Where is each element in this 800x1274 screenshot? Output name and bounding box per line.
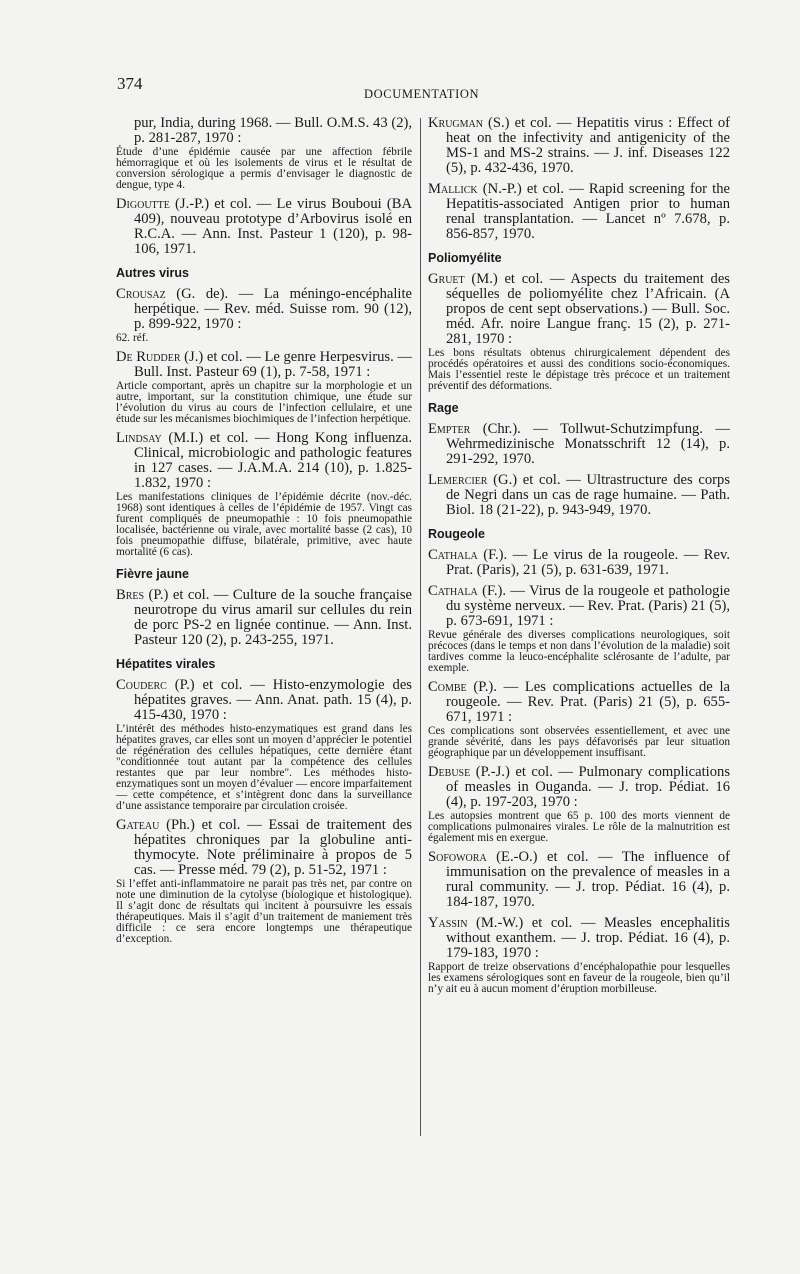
entry-reference: (J.-P.) et col. — Le virus Bouboui (BA 409), nouveau prototype d’Arbovirus isolé en R.C.A. — Ann. Inst. Pasteur 1 (120), p. 98-106, 1971. [134,196,412,257]
section-heading: Fièvre jaune [116,567,189,581]
entry-author: Combe [428,679,467,695]
entry-citation [428,116,730,176]
section-heading: Rage [428,401,459,415]
entry-reference: (G.) et col. — Ultrastructure des corps de Negri dans un cas de rage humaine. — Path. Biol. 18 (21-22), p. 943-949, 1970. [446,472,730,518]
entry-author: Digoutte [116,196,170,212]
entry-author: Cathala [428,547,478,563]
entry-citation [116,588,412,648]
entry-citation [428,473,730,518]
entry-citation [428,584,730,629]
entry-author: Sofowora [428,849,487,865]
section-heading: Poliomyélite [428,251,502,265]
bibliography-entry [116,588,412,648]
entry-citation [116,197,412,257]
entry-reference: (G. de). — La méningo-encéphalite herpétique. — Rev. méd. Suisse rom. 90 (12), p. 899-922, 1970 : [134,286,412,332]
entry-author: Crousaz [116,286,166,302]
bibliography-entry [428,584,730,674]
entry-author: De Rudder [116,349,181,365]
entry-citation [428,272,730,347]
entry-citation [116,678,412,723]
section-heading: Hépatites virales [116,657,216,671]
bibliography-entry [116,197,412,257]
entry-author: Cathala [428,583,478,599]
bibliography-entry [116,431,412,558]
bibliography-entry [116,287,412,344]
entry-citation [116,350,412,380]
entry-reference: pur, India, during 1968. — Bull. O.M.S. 43 (2), p. 281-287, 1970 : [134,115,412,146]
entry-reference: (M.) et col. — Aspects du traitement des séquelles de poliomyélite chez l’Africain. (A propos de cent sept observations.) — Bull. Soc. méd. Afr. noire Langue franç. 15 (2), p. 271-281, 1970 : [446,271,730,347]
column-divider [420,118,421,1136]
entry-author: Lemercier [428,472,488,488]
left-column [116,116,412,951]
bibliography-entry [428,548,730,578]
section-heading: Autres virus [116,266,189,280]
entry-author: Couderc [116,677,167,693]
entry-reference: (P.-J.) et col. — Pulmonary complications of measles in Ouganda. — J. trop. Pédiat. 16 (4), p. 197-203, 1970 : [446,764,730,810]
running-head: DOCUMENTATION [364,87,480,101]
entry-citation [116,431,412,491]
entry-reference: (E.-O.) et col. — The influence of immunisation on the prevalence of measles in a rural community. — J. trop. Pédiat. 16 (4), p. 184-187, 1970. [446,849,730,910]
bibliography-entry [428,116,730,176]
entry-reference: (P.) et col. — Culture de la souche française neurotrope du virus amaril sur cellules du rein de porc PS-2 en lignée continue. — Ann. Inst. Pasteur 120 (2), p. 243-255, 1971. [134,587,412,648]
entry-author: Mallick [428,181,478,197]
entry-reference: (Chr.). — Tollwut-Schutzimpfung. — Wehrmedizinische Monatsschrift 12 (14), p. 291-292, 1970. [446,421,730,467]
bibliography-entry [428,765,730,844]
entry-abstract: Ces complications sont observées essentiellement, et avec une grande sévérité, dans les pays défavorisés par leur situation géographique par un développement insuffisant. [428,725,730,759]
entry-reference: (F.). — Le virus de la rougeole. — Rev. Prat. (Paris), 21 (5), p. 631-639, 1971. [446,547,730,578]
entry-abstract: Si l’effet anti-inflammatoire ne parait pas très net, par contre on note une diminution de la cytolyse (biologique et histologique). Il s’agit donc de résultats qui incitent à poursuivre les essais thérapeutiques. Mais il s’agit d’un traitement de maniement très difficile : ce sera encore longtemps une thérapeutique d’exception. [116,878,412,945]
entry-citation [116,818,412,878]
entry-abstract: Revue générale des diverses complications neurologiques, soit précoces (dans le temps et non dans l’évolution de la maladie) soit tardives comme la leuco-encéphalite sclérosante de l’adulte, par exemple. [428,629,730,674]
entry-reference: (F.). — Virus de la rougeole et pathologie du système nerveux. — Rev. Prat. (Paris) 21 (5), p. 673-691, 1971 : [446,583,730,629]
entry-abstract: 62. réf. [116,332,149,344]
entry-abstract: L’intérêt des méthodes histo-enzymatiques est grand dans les hépatites graves, car elles sont un moyen d’apprécier le potentiel de régénération des cellules hépatiques, cette dernière étant "conditionnée tout autant par la compétence des cellules restantes que par leur nombre". Les méthodes histo-enzymatiques sont un moyen d’évaluer — encore imparfaitement — cette compétence, et s’intègrent donc dans la surveillance d’une assistance temporaire par circulation croisée. [116,723,412,812]
entry-abstract: Les manifestations cliniques de l’épidémie décrite (nov.-déc. 1968) sont identiques à celles de l’épidémie de 1957. Vingt cas furent compliqués de pneumopathie : 10 fois pneumopathie localisée, bactérienne ou virale, avec mortalité basse (2 cas), 10 fois pneumopathie diffuse, bilatérale, primitive, avec haute mortalité (6 cas). [116,491,412,558]
bibliography-entry [428,473,730,518]
entry-reference: (N.-P.) et col. — Rapid screening for the Hepatitis-associated Antigen prior to human renal transplantation. — Lancet nº 7.678, p. 856-857, 1970. [446,181,730,242]
bibliography-entry [428,916,730,995]
entry-citation [116,287,412,332]
entry-citation [428,680,730,725]
right-column [428,116,730,1001]
bibliography-entry [428,680,730,759]
bibliography-entry [428,422,730,467]
entry-abstract: Rapport de treize observations d’encéphalopathie pour lesquelles les examens sérologiques sont en faveur de la rougeole, bien qu’il n’y ait eu à aucun moment d’éruption morbilleuse. [428,961,730,995]
bibliography-entry [428,850,730,910]
bibliography-entry [116,350,412,425]
entry-abstract: Article comportant, après un chapitre sur la morphologie et un autre, important, sur la constitution chimique, une étude sur l’évolution du virus au cours de l’infection cellulaire, et une étude sur les mécanismes biochimiques de l’infection herpétique. [116,380,412,425]
entry-author: Debuse [428,764,471,780]
entry-abstract: Les autopsies montrent que 65 p. 100 des morts viennent de complications pulmonaires virales. Le rôle de la malnutrition est également mis en exergue. [428,810,730,844]
entry-citation [116,116,412,146]
entry-author: Krugman [428,115,483,131]
entry-reference: (Ph.) et col. — Essai de traitement des hépatites chroniques par la globuline anti-thymocyte. Note préliminaire à propos de 5 cas. — Presse méd. 79 (2), p. 51-52, 1971 : [134,817,412,878]
page-number: 374 [117,74,143,93]
entry-reference: (M.I.) et col. — Hong Kong influenza. Clinical, microbiologic and pathologic features in 127 cases. — J.A.M.A. 214 (10), p. 1.825-1.832, 1970 : [134,430,412,491]
entry-citation [428,916,730,961]
entry-reference: (S.) et col. — Hepatitis virus : Effect of heat on the infectivity and antigenicity of the MS-1 and MS-2 strains. — J. inf. Diseases 122 (5), p. 432-436, 1970. [446,115,730,176]
entry-author: Gruet [428,271,465,287]
entry-author: Gateau [116,817,160,833]
entry-reference: (M.-W.) et col. — Measles encephalitis without exanthem. — J. trop. Pédiat. 16 (4), p. 179-183, 1970 : [446,915,730,961]
bibliography-entry [428,272,730,392]
entry-citation [428,548,730,578]
entry-citation [428,765,730,810]
bibliography-entry [116,116,412,191]
section-heading: Rougeole [428,527,485,541]
entry-citation [428,182,730,242]
entry-abstract: Étude d’une épidémie causée par une affection fébrile hémorragique et où les isolements de virus et le résultat de conversion sérologique a permis d’envisager le diagnostic de dengue, type 4. [116,146,412,191]
entry-author: Lindsay [116,430,162,446]
bibliography-entry [116,818,412,945]
entry-reference: (J.) et col. — Le genre Herpesvirus. — Bull. Inst. Pasteur 69 (1), p. 7-58, 1971 : [134,349,412,380]
entry-author: Yassin [428,915,468,931]
entry-citation [428,850,730,910]
entry-reference: (P.) et col. — Histo-enzymologie des hépatites graves. — Ann. Anat. path. 15 (4), p. 415-430, 1970 : [134,677,412,723]
entry-abstract: Les bons résultats obtenus chirurgicalement dépendent des procédés opératoires et aussi des conditions socio-économiques. Mais l’essentiel reste le dépistage très précoce et un traitement préventif des déformations. [428,347,730,392]
entry-reference: (P.). — Les complications actuelles de la rougeole. — Rev. Prat. (Paris) 21 (5), p. 655-671, 1971 : [446,679,730,725]
entry-author: Empter [428,421,471,437]
bibliography-entry [116,678,412,812]
bibliography-entry [428,182,730,242]
entry-citation [428,422,730,467]
entry-author: Bres [116,587,145,603]
